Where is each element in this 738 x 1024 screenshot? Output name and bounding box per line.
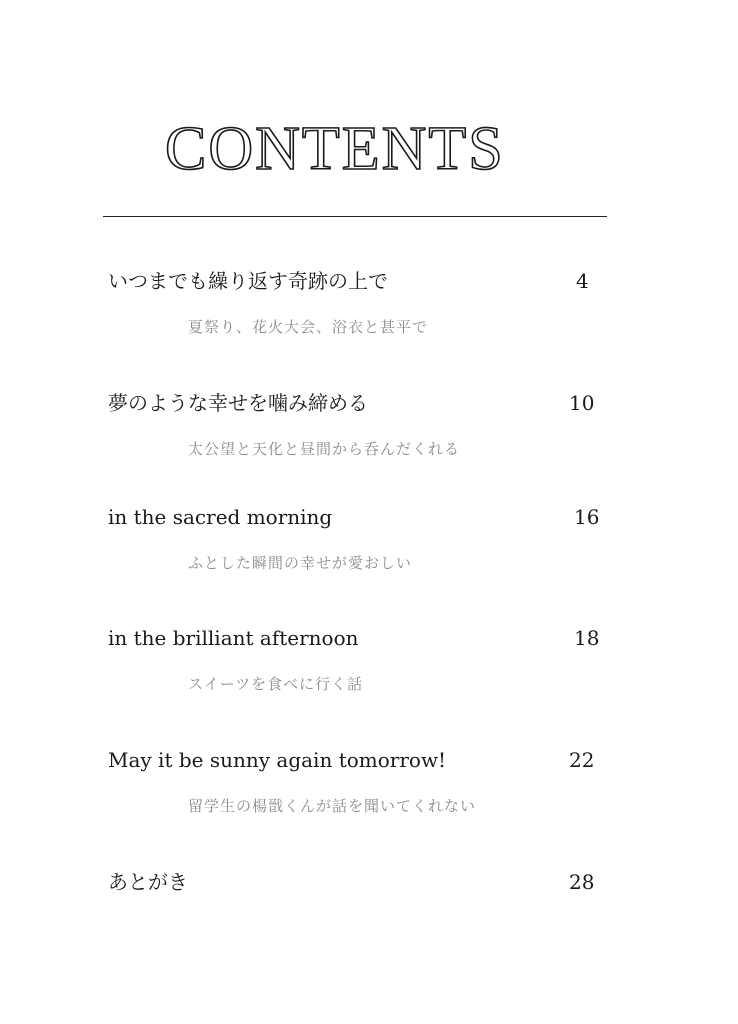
toc-entry-page: 10 [569,391,595,415]
toc-entry-subtitle: 夏祭り、花火大会、浴衣と甚平で [188,318,429,336]
title-divider [103,216,607,217]
page-title: CONTENTS [165,115,505,183]
toc-entry-page: 28 [569,870,595,894]
toc-entry-title: 夢のような幸せを噛み締める [108,391,368,415]
toc-entry-title: May it be sunny again tomorrow! [108,748,447,772]
toc-entry-page: 4 [576,269,589,293]
toc-entry-page: 16 [574,505,600,529]
toc-entry-page: 18 [574,626,600,650]
toc-entry-title: in the sacred morning [108,505,333,529]
toc-entry-page: 22 [569,748,595,772]
toc-entry-title: いつまでも繰り返す奇跡の上で [108,269,388,293]
toc-entry-title: in the brilliant afternoon [108,626,359,650]
toc-entry-subtitle: 太公望と天化と昼間から呑んだくれる [188,440,461,458]
toc-entry-subtitle: 留学生の楊戩くんが話を聞いてくれない [188,797,477,815]
toc-entry-title: あとがき [108,870,188,894]
toc-entry-subtitle: スイーツを食べに行く話 [188,675,364,693]
toc-entry-subtitle: ふとした瞬間の幸せが愛おしい [188,554,413,572]
